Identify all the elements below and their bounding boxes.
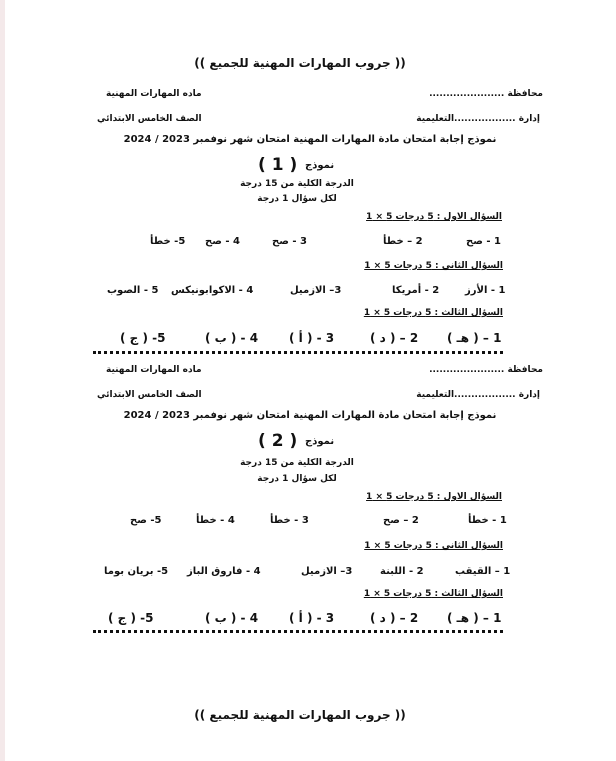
page-left-edge	[0, 0, 5, 761]
model-1-governorate: محافظة ......................	[429, 89, 543, 99]
model-2-q3-title: السؤال الثالث : 5 درجات 5 × 1	[363, 589, 503, 599]
model-1-subject: ماده المهارات المهنية	[106, 89, 202, 99]
model-1-q1-answer-1: 1 - صح	[466, 236, 501, 247]
model-2-divider	[93, 630, 503, 633]
model-2-q2-answer-4: 4 - فاروق الباز	[187, 566, 261, 577]
model-1-q3-answer-1: 1 – ( هـ )	[447, 331, 502, 345]
model-1-q2-answer-4: 4 - الاكوابونيكس	[171, 285, 254, 296]
model-1-q2-answer-3: 3– الازميل	[290, 285, 342, 296]
model-2-q1-answer-1: 1 - خطأ	[468, 515, 507, 526]
model-2-number: ( 2 )	[258, 431, 298, 451]
model-1-q3-title: السؤال الثالث : 5 درجات 5 × 1	[363, 308, 503, 318]
model-1-q3-answer-5: 5- ( ج )	[120, 331, 166, 345]
model-2-per-question: لكل سؤال 1 درجة	[257, 474, 337, 484]
group-header: (( جروب المهارات المهنية للجميع ))	[194, 56, 406, 70]
model-2-q2-answer-3: 3– الازميل	[301, 566, 353, 577]
model-1-q1-title: السؤال الاول : 5 درجات 5 × 1	[366, 212, 502, 222]
model-1-q3-answer-3: 3 - ( أ )	[289, 331, 335, 345]
model-1-label: نموذج	[305, 160, 335, 171]
model-2-total: الدرجة الكلية من 15 درجة	[240, 458, 354, 468]
model-1-grade: الصف الخامس الابتدائي	[97, 114, 202, 124]
model-2-q1-title: السؤال الاول : 5 درجات 5 × 1	[366, 492, 502, 502]
model-2-grade: الصف الخامس الابتدائي	[97, 390, 202, 400]
model-2-label: نموذج	[305, 436, 335, 447]
model-1-divider	[93, 351, 503, 354]
model-2-q1-answer-2: 2 – صح	[383, 515, 419, 526]
group-footer: (( جروب المهارات المهنية للجميع ))	[194, 708, 406, 722]
model-1-administration: إدارة ..................التعليمية	[416, 114, 540, 124]
model-1-q3-answer-4: 4 - ( ب )	[205, 331, 259, 345]
model-1-q1-answer-2: 2 – خطأ	[383, 236, 423, 247]
model-1-per-question: لكل سؤال 1 درجة	[257, 194, 337, 204]
model-2-q3-answer-4: 4 - ( ب )	[205, 611, 259, 625]
model-1-q2-answer-1: 1 - الأرز	[465, 285, 506, 296]
model-1-total: الدرجة الكلية من 15 درجة	[240, 179, 354, 189]
model-2-q2-title: السؤال الثاني : 5 درجات 5 × 1	[364, 541, 503, 551]
model-1-q1-answer-5: 5- خطأ	[150, 236, 186, 247]
model-2-title: نموذج إجابة امتحان مادة المهارات المهنية امتحان شهر نوفمبر 2023 / 2024	[123, 410, 497, 421]
model-2-governorate: محافظة ......................	[429, 365, 543, 375]
model-2-q2-answer-2: 2 - اللبنة	[380, 566, 424, 577]
model-2-q1-answer-4: 4 - خطأ	[196, 515, 235, 526]
model-1-q3-answer-2: 2 – ( د )	[370, 331, 419, 345]
model-2-subject: ماده المهارات المهنية	[106, 365, 202, 375]
model-2-q3-answer-1: 1 – ( هـ )	[447, 611, 502, 625]
model-2-q1-answer-5: 5- صح	[130, 515, 162, 526]
model-1-q2-title: السؤال الثاني : 5 درجات 5 × 1	[364, 261, 503, 271]
model-2-q3-answer-3: 3 - ( أ )	[289, 611, 335, 625]
model-2-q3-answer-2: 2 – ( د )	[370, 611, 419, 625]
model-1-q2-answer-2: 2 - أمريكا	[392, 285, 440, 296]
model-1-q1-answer-4: 4 - صح	[205, 236, 240, 247]
model-2-administration: إدارة ..................التعليمية	[416, 390, 540, 400]
model-2-q1-answer-3: 3 - خطأ	[270, 515, 309, 526]
model-1-q2-answer-5: 5 - الصوب	[107, 285, 159, 296]
model-1-q1-answer-3: 3 - صح	[272, 236, 307, 247]
model-2-q3-answer-5: 5- ( ج )	[108, 611, 154, 625]
model-2-q2-answer-5: 5- بريان بوما	[104, 566, 169, 577]
model-1-number: ( 1 )	[258, 155, 298, 175]
model-2-q2-answer-1: 1 – القيقب	[455, 566, 511, 577]
model-1-title: نموذج إجابة امتحان مادة المهارات المهنية امتحان شهر نوفمبر 2023 / 2024	[123, 134, 497, 145]
